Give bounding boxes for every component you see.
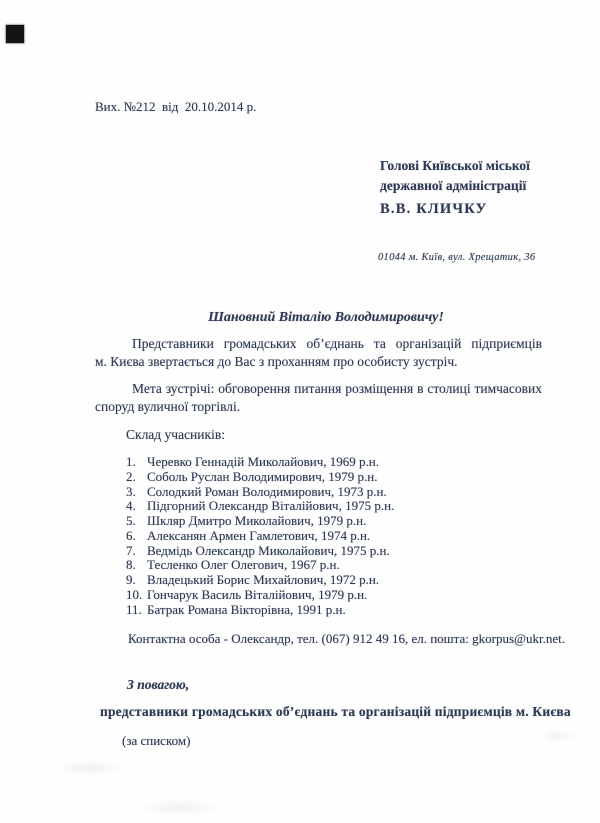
recipient-title-line2: державної адміністрації — [380, 177, 527, 193]
list-item-number: 7. — [126, 542, 136, 558]
scan-smudge — [140, 798, 220, 816]
list-item-text: Алексанян Армен Гамлетович, 1974 р.н. — [147, 527, 371, 543]
recipient-title-line1: Голові Київської міської — [380, 158, 530, 173]
list-item-number: 8. — [126, 557, 136, 573]
salutation-line: Шановний Віталію Володимировичу! — [208, 310, 444, 325]
list-item-text: Черевко Геннадій Миколайович, 1969 р.н. — [147, 454, 380, 469]
list-item — [126, 499, 394, 514]
closing-regards: З повагою, — [127, 677, 190, 692]
paragraph-request-line2: м. Києва звертається до Вас з проханням про особисту зустріч. — [95, 354, 458, 369]
paragraph-request — [95, 335, 542, 371]
recipient-address: 01044 м. Київ, вул. Хрещатик, 36 — [378, 252, 536, 263]
scan-smudge — [540, 730, 576, 742]
list-item-text: Батрак Романа Вікторівна, 1991 р.н. — [147, 601, 346, 617]
list-item — [126, 485, 394, 500]
paragraph-purpose-line1: Мета зустрічі: обговорення питання розміщення в столиці тимчасових — [132, 381, 542, 396]
contact-person-line: Контактна особа - Олександр, тел. (067) 912 49 16, ел. пошта: gkorpus@ukr.net. — [128, 631, 566, 646]
list-item — [126, 529, 394, 544]
list-item — [126, 514, 394, 529]
list-item — [126, 588, 394, 603]
paragraph-purpose — [95, 380, 542, 416]
list-item-text: Тесленко Олег Олегович, 1967 р.н. — [147, 557, 340, 573]
closing-signature: представники громадських об’єднань та організацій підприємців м. Києва — [100, 704, 571, 719]
paragraph-request-line1: Представники громадських об’єднань та організацій підприємців — [132, 336, 542, 351]
recipient-name: В.В. КЛИЧКУ — [380, 201, 488, 217]
list-item-number: 11. — [126, 601, 142, 617]
list-item-text: Підгорний Олександр Віталійович, 1975 р.н. — [147, 498, 395, 514]
closing-list-note: (за списком) — [122, 733, 191, 748]
list-item-number: 1. — [126, 454, 136, 469]
list-item-number: 3. — [126, 483, 136, 499]
list-item-text: Соболь Руслан Володимирович, 1979 р.н. — [147, 468, 378, 484]
scan-smudge — [55, 760, 125, 776]
list-item-number: 6. — [126, 527, 136, 543]
list-item — [126, 558, 394, 573]
list-item-text: Ведмідь Олександр Миколайович, 1975 р.н. — [147, 542, 390, 558]
list-item-text: Владецький Борис Михайлович, 1972 р.н. — [147, 572, 380, 587]
participants-list — [126, 455, 394, 617]
outgoing-reference-line: Вих. №212 від 20.10.2014 р. — [95, 99, 257, 114]
list-item — [126, 544, 394, 559]
list-item — [126, 470, 394, 485]
list-item — [126, 603, 394, 618]
list-item-number: 10. — [126, 586, 143, 602]
recipient-block — [380, 156, 530, 195]
list-item-text: Солодкий Роман Володимирович, 1973 р.н. — [147, 483, 387, 499]
list-item-number: 4. — [126, 498, 136, 514]
list-item-number: 5. — [126, 513, 136, 528]
list-item — [126, 455, 394, 470]
list-item-number: 9. — [126, 572, 136, 587]
scan-corner-artifact — [6, 25, 24, 43]
participants-heading: Склад учасників: — [126, 427, 225, 442]
list-item — [126, 573, 394, 588]
list-item-number: 2. — [126, 468, 136, 484]
list-item-text: Гончарук Василь Віталійович, 1979 р.н. — [147, 586, 368, 602]
paragraph-purpose-line2: споруд вуличної торгівлі. — [95, 399, 241, 414]
list-item-text: Шкляр Дмитро Миколайович, 1979 р.н. — [147, 513, 367, 528]
